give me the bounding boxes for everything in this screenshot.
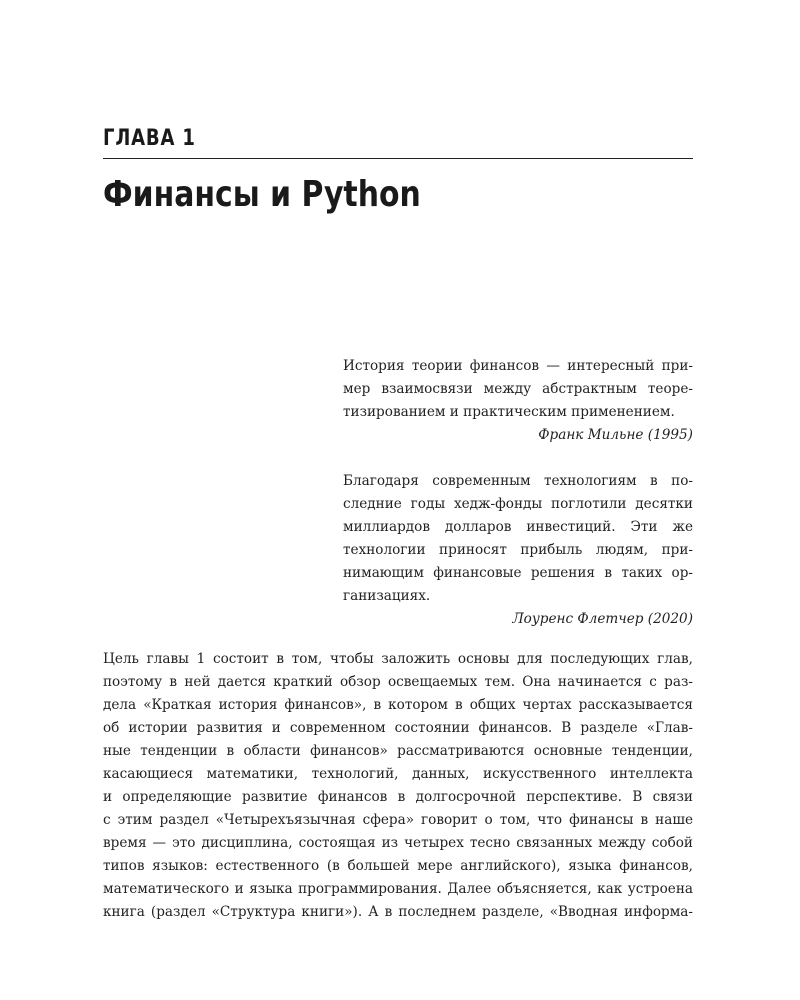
body-line: время — это дисциплина, состоящая из четырех тесно связанных между собой	[103, 835, 693, 851]
body-line: об истории развития и современном состоянии финансов. В разделе «Глав-	[103, 720, 693, 736]
epigraph-line: Благодаря современным технологиям в по-	[343, 473, 693, 489]
epigraph-line: тизированием и практическим применением.	[343, 404, 675, 420]
epigraph-line: История теории финансов — интересный при-	[343, 358, 693, 374]
body-line: ные тенденции в области финансов» рассматриваются основные тенденции,	[103, 743, 693, 759]
epigraph-author: Франк Мильне (1995)	[538, 427, 693, 443]
epigraph-line: нимающим финансовые решения в таких ор-	[343, 565, 693, 581]
epigraph-line: следние годы хедж-фонды поглотили десятки	[343, 496, 693, 512]
body-paragraph	[103, 648, 693, 924]
epigraph-line: технологии приносят прибыль людям, при-	[343, 542, 693, 558]
epigraph-line: миллиардов долларов инвестиций. Эти же	[343, 519, 693, 535]
body-line: с этим раздел «Четырехъязычная сфера» говорит о том, что финансы в наше	[103, 812, 693, 828]
epigraph-line: ганизациях.	[343, 588, 431, 604]
epigraph-author: Лоуренс Флетчер (2020)	[512, 611, 693, 627]
body-line: поэтому в ней дается краткий обзор освещаемых тем. Она начинается с раз-	[103, 674, 693, 690]
epigraph-2	[343, 470, 693, 631]
chapter-divider	[103, 158, 693, 159]
body-line: типов языков: естественного (в большей мере английского), языка финансов,	[103, 858, 693, 874]
chapter-title: Финансы и Python	[103, 174, 421, 215]
chapter-label: ГЛАВА 1	[103, 126, 196, 151]
body-line: дела «Краткая история финансов», в котором в общих чертах рассказывается	[103, 697, 693, 713]
body-line: и определяющие развитие финансов в долгосрочной перспективе. В связи	[103, 789, 693, 805]
epigraph-line: мер взаимосвязи между абстрактным теоре-	[343, 381, 693, 397]
body-line: Цель главы 1 состоит в том, чтобы заложить основы для последующих глав,	[103, 651, 693, 667]
body-line: книга (раздел «Структура книги»). А в последнем разделе, «Вводная информа-	[103, 904, 693, 920]
epigraph-1	[343, 355, 693, 447]
body-line: касающиеся математики, технологий, данных, искусственного интеллекта	[103, 766, 693, 782]
body-line: математического и языка программирования. Далее объясняется, как устроена	[103, 881, 693, 897]
